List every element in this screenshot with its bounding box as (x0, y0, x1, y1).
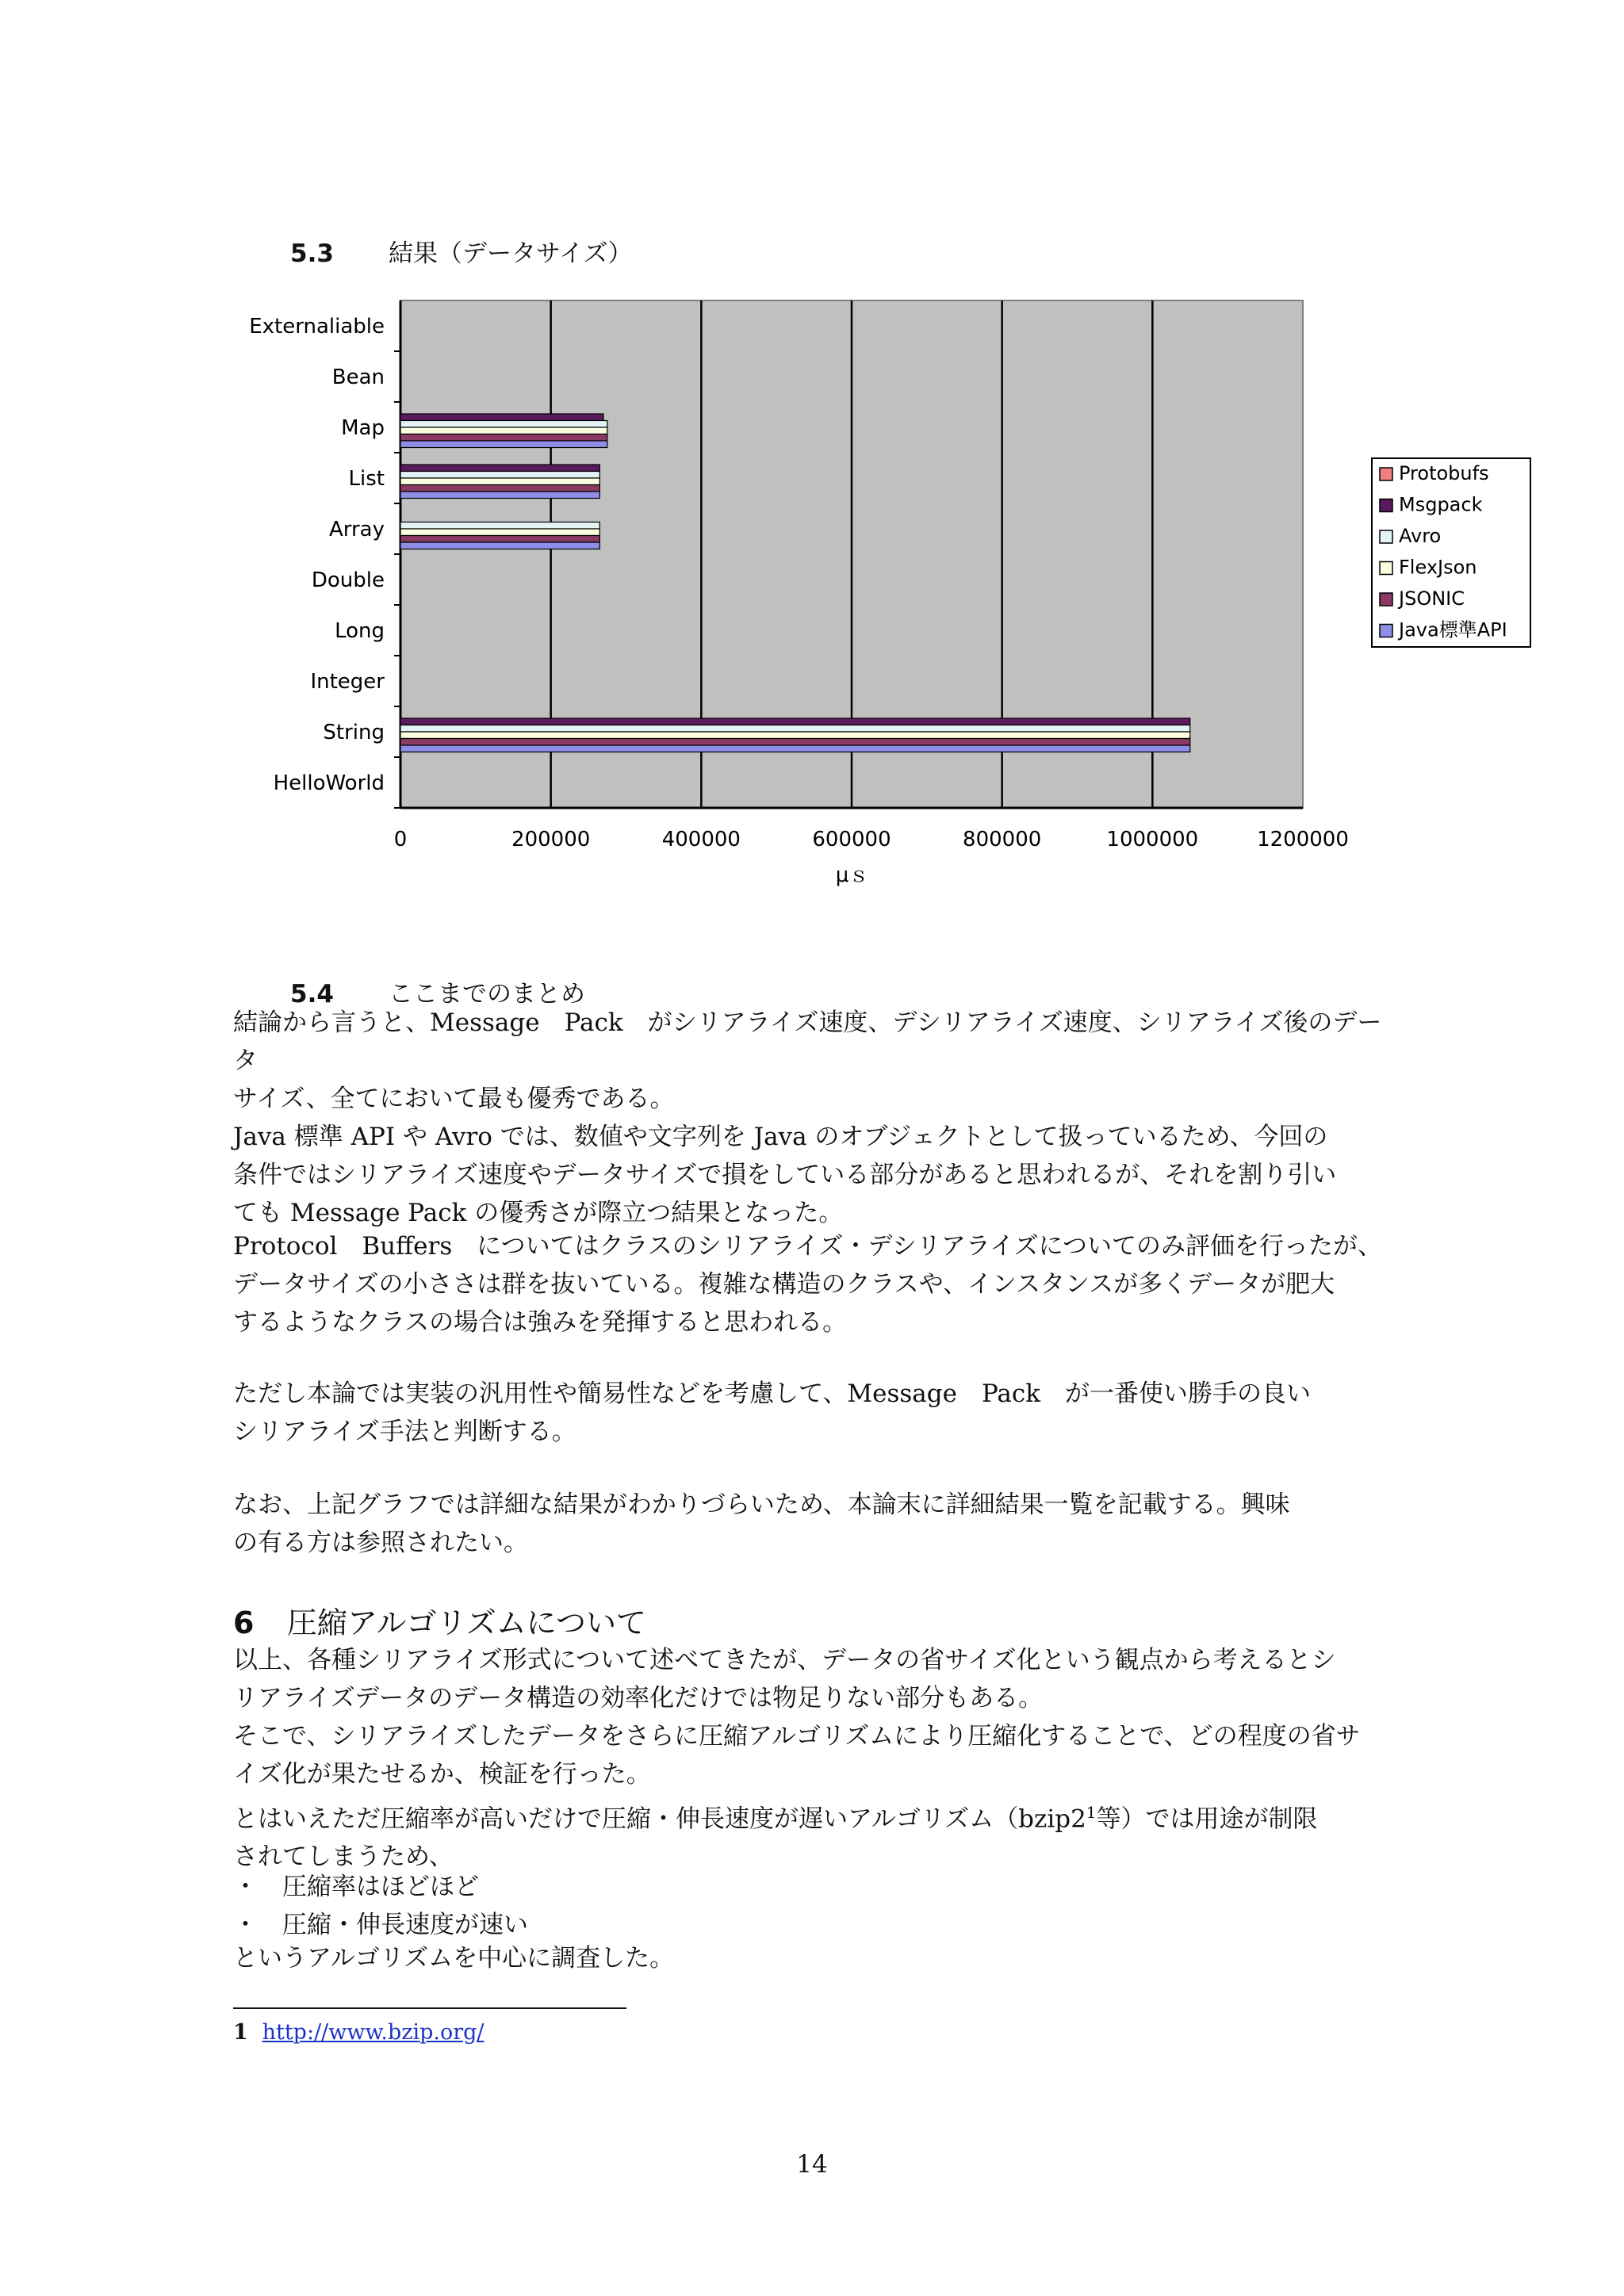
paragraph-compression-intro (233, 1641, 1391, 1876)
text-line: リアライズデータのデータ構造の効率化だけでは物足りない部分もある。 (233, 1684, 1044, 1712)
section-heading-6 (233, 1598, 646, 1642)
text-line: ただし本論では実装の汎用性や簡易性などを考慮して、Message Pack が一番使い勝手の良い (233, 1380, 1312, 1408)
text-line: そこで、シリアライズしたデータをさらに圧縮アルゴリズムにより圧縮化することで、どの程度の省サ (233, 1722, 1361, 1751)
chart-plot-area (394, 300, 1303, 808)
category-label: List (348, 467, 385, 491)
bullet-text: 圧縮率はほどほど (282, 1873, 479, 1901)
bullet-mark: ・ (233, 1873, 258, 1901)
text-line: ても Message Pack の優秀さが際立つ結果となった。 (233, 1199, 844, 1227)
legend-swatch (1380, 530, 1392, 543)
page-number: 14 (796, 2150, 828, 2179)
legend-label: FlexJson (1399, 556, 1477, 579)
bar (400, 542, 599, 549)
section-title: 結果（データサイズ） (389, 239, 633, 268)
category-label: HelloWorld (273, 771, 385, 795)
text-line: シリアライズ手法と判断する。 (233, 1418, 576, 1446)
x-tick-label: 1200000 (1257, 828, 1349, 851)
bar (400, 434, 607, 442)
text-line: なお、上記グラフでは詳細な結果がわかりづらいため、本論末に詳細結果一覧を記載する。興味 (233, 1490, 1290, 1519)
category-label: Integer (310, 670, 385, 694)
legend-label: Msgpack (1399, 493, 1483, 516)
paragraph-summary-3 (233, 1375, 1391, 1451)
text-line: イズ化が果たせるか、検証を行った。 (233, 1760, 651, 1789)
bar (400, 739, 1190, 746)
bar (400, 441, 607, 448)
text-line: というアルゴリズムを中心に調査した。 (233, 1944, 675, 1973)
bar (400, 725, 1190, 733)
x-tick-label: 0 (393, 828, 408, 851)
legend-label: Java標準API (1399, 618, 1507, 641)
footnote-divider (233, 2007, 626, 2009)
bar (400, 536, 599, 543)
section-number: 5.4 (290, 980, 334, 1008)
text-line: サイズ、全てにおいて最も優秀である。 (233, 1085, 675, 1113)
bar (400, 421, 607, 428)
category-label: String (323, 721, 385, 744)
section-title: ここまでのまとめ (389, 980, 585, 1008)
bullet-text: 圧縮・伸長速度が速い (282, 1911, 528, 1939)
paragraph-summary-2 (233, 1227, 1391, 1341)
category-label: Externaliable (249, 315, 385, 339)
chart-x-axis-title: μｓ (835, 863, 870, 887)
bar (400, 718, 1190, 725)
x-tick-label: 600000 (812, 828, 891, 851)
data-size-bar-chart (0, 285, 1624, 904)
paragraph-conclusion (233, 1939, 1391, 1977)
bar (400, 522, 599, 530)
category-label: Map (341, 416, 385, 440)
text-line: とはいえただ圧縮率が高いだけで圧縮・伸長速度が遅いアルゴリズム（$bzip2^1$等）では用途が制限 (233, 1803, 1318, 1834)
category-label: Double (311, 568, 385, 592)
footnote-link[interactable]: http://www.bzip.org/ (262, 2020, 485, 2045)
footnote-ref: 1 (1086, 1803, 1097, 1822)
category-label: Bean (331, 365, 385, 389)
paragraph-summary-1 (233, 1004, 1391, 1232)
bar (400, 732, 1190, 739)
legend-swatch (1380, 499, 1392, 512)
category-label: Long (335, 619, 385, 643)
text-line: 以上、各種シリアライズ形式について述べてきたが、データの省サイズ化という観点から考えるとシ (233, 1646, 1336, 1674)
footnote-number: 1 (233, 2020, 248, 2045)
bullet-item (233, 1866, 479, 1902)
text-line: の有る方は参照されたい。 (233, 1529, 528, 1557)
section-heading-5-3 (290, 233, 633, 269)
legend-swatch (1380, 625, 1392, 637)
chart-legend (1372, 458, 1530, 647)
legend-label: Protobufs (1399, 462, 1489, 484)
section-number: 6 (233, 1605, 255, 1640)
text-line: Java 標準 API や Avro では、数値や文字列を Java のオブジェクトとして扱っているため、今回の (233, 1123, 1328, 1151)
text-line: されてしまうため、 (233, 1843, 454, 1872)
bar (400, 478, 599, 485)
legend-label: Avro (1399, 525, 1442, 547)
bar (400, 427, 607, 434)
x-tick-label: 800000 (963, 828, 1042, 851)
chart-category-labels (249, 315, 385, 795)
bar (400, 465, 599, 472)
bar (400, 472, 599, 479)
section-number: 5.3 (290, 239, 334, 268)
bar (400, 492, 599, 499)
bar (400, 414, 603, 421)
section-title: 圧縮アルゴリズムについて (287, 1605, 646, 1640)
legend-label: JSONIC (1399, 587, 1465, 610)
x-tick-label: 200000 (511, 828, 591, 851)
category-label: Array (328, 518, 385, 541)
text-line: 結論から言うと、Message Pack がシリアライズ速度、デシリアライズ速度、シリアライズ後のデータ (233, 1008, 1382, 1075)
bar (400, 745, 1190, 752)
legend-swatch (1380, 593, 1392, 606)
x-tick-label: 1000000 (1106, 828, 1199, 851)
bullet-item (233, 1904, 528, 1940)
bar (400, 529, 599, 536)
x-tick-label: 400000 (661, 828, 741, 851)
text-line: 条件ではシリアライズ速度やデータサイズで損をしている部分があると思われるが、それを割り引い (233, 1161, 1337, 1189)
paragraph-summary-4 (233, 1486, 1391, 1562)
footnote (233, 2020, 485, 2045)
bullet-mark: ・ (233, 1911, 258, 1939)
legend-swatch (1380, 562, 1392, 575)
text-line: Protocol Buffers についてはクラスのシリアライズ・デシリアライズについてのみ評価を行ったが、 (233, 1232, 1382, 1261)
chart-x-tick-labels (394, 828, 1349, 851)
legend-swatch (1380, 468, 1392, 480)
text-line: するようなクラスの場合は強みを発揮すると思われる。 (233, 1308, 848, 1337)
text-line: データサイズの小ささは群を抜いている。複雑な構造のクラスや、インスタンスが多くデータが肥大 (233, 1270, 1335, 1299)
bar (400, 485, 599, 492)
